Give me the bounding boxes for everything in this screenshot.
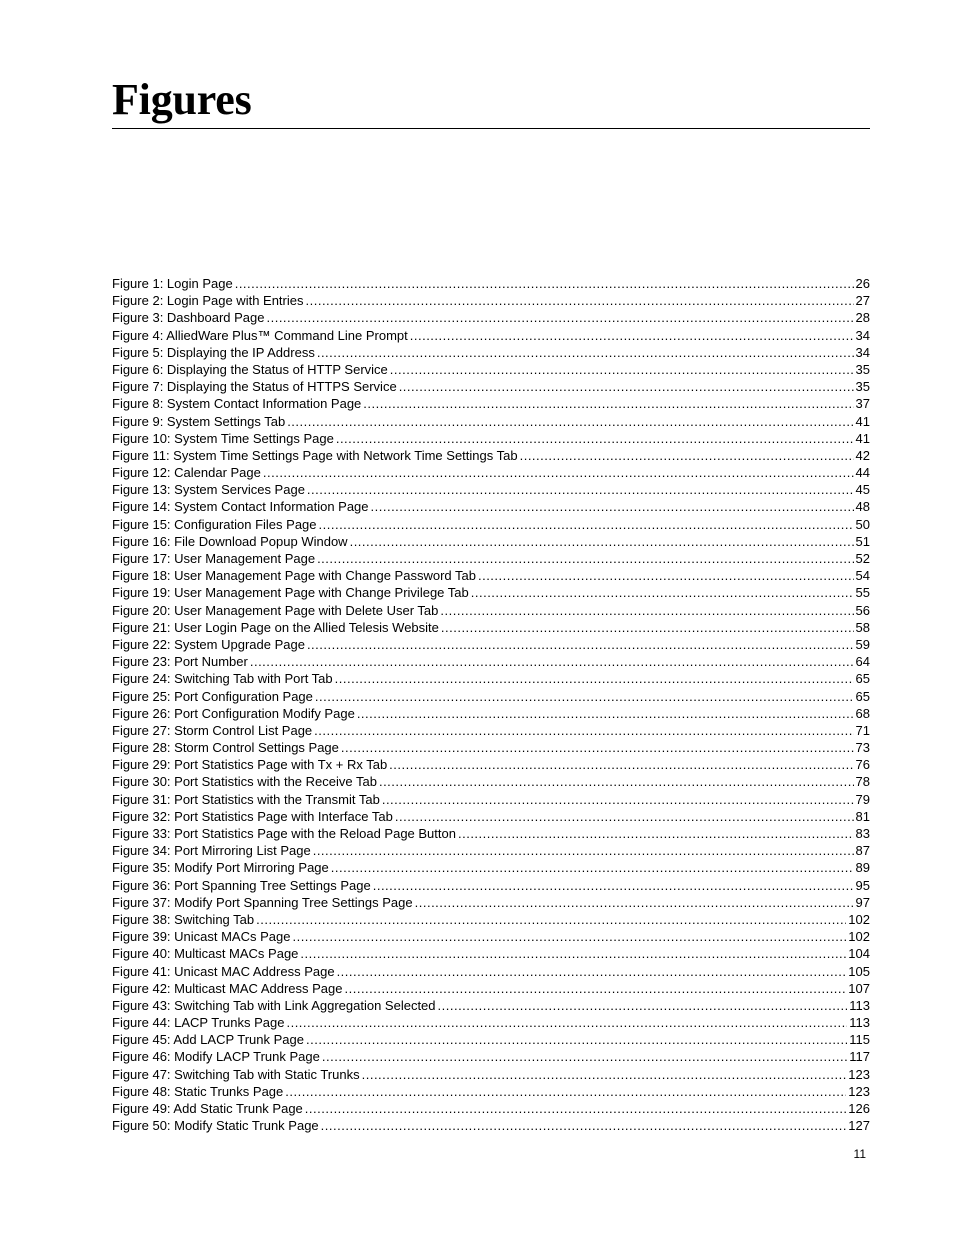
toc-entry[interactable] [112,636,870,653]
dot-leader [322,1048,847,1065]
dot-leader [382,791,854,808]
toc-entry-title[interactable]: Figure 48: Static Trunks Page [112,1083,284,1099]
dot-leader [335,670,854,687]
dot-leader [458,825,854,842]
toc-entry-page-number[interactable]: 50 [855,516,870,532]
toc-entry-page-number[interactable]: 59 [855,636,870,652]
dot-leader [286,1014,847,1031]
toc-entry-page-number[interactable]: 42 [855,447,870,463]
dot-leader [235,275,854,292]
toc-entry-title[interactable]: Figure 22: System Upgrade Page [112,636,305,652]
toc-entry-title[interactable]: Figure 38: Switching Tab [112,911,255,927]
toc-entry-page-number[interactable]: 107 [848,980,870,996]
toc-entry-title[interactable]: Figure 4: AlliedWare Plus™ Command Line Prompt [112,327,408,343]
toc-entry-title[interactable]: Figure 26: Port Configuration Modify Page [112,705,355,721]
title-rule [112,128,870,129]
toc-entry[interactable] [112,791,870,808]
toc-entry[interactable] [112,877,870,894]
dot-leader [373,877,854,894]
dot-leader [292,928,846,945]
toc-entry[interactable] [112,1031,870,1048]
toc-entry-page-number[interactable]: 95 [855,877,870,893]
toc-entry[interactable] [112,378,870,395]
toc-entry-page-number[interactable]: 117 [849,1049,870,1065]
toc-entry-page-number[interactable]: 123 [848,1066,870,1082]
toc-entry[interactable] [112,361,870,378]
toc-entry-title[interactable]: Figure 18: User Management Page with Change Password Tab [112,568,476,584]
dot-leader [440,602,853,619]
toc-entry[interactable] [112,773,870,790]
toc-entry-page-number[interactable]: 87 [855,843,870,859]
toc-entry-page-number[interactable]: 34 [855,327,870,343]
toc-entry-page-number[interactable]: 68 [855,705,870,721]
toc-entry-page-number[interactable]: 126 [848,1101,870,1116]
toc-entry[interactable] [112,516,870,533]
toc-entry-title[interactable]: Figure 24: Switching Tab with Port Tab [112,671,333,687]
dot-leader [362,1066,847,1083]
toc-entry-page-number[interactable]: 97 [855,894,870,910]
dot-leader [305,1100,847,1117]
toc-entry-title[interactable]: Figure 36: Port Spanning Tree Settings Page [112,877,371,893]
dot-leader [331,859,854,876]
toc-entry[interactable] [112,688,870,705]
toc-entry[interactable] [112,327,870,344]
dot-leader [399,378,854,395]
dot-leader [306,1031,847,1048]
toc-entry-title[interactable]: Figure 12: Calendar Page [112,465,261,481]
toc-entry[interactable] [112,430,870,447]
toc-entry-title[interactable]: Figure 7: Displaying the Status of HTTPS Service [112,379,397,395]
toc-entry-page-number[interactable]: 64 [855,654,870,670]
toc-entry[interactable] [112,928,870,945]
toc-entry-title[interactable]: Figure 43: Switching Tab with Link Aggregation Selected [112,997,436,1013]
toc-entry-title[interactable]: Figure 41: Unicast MAC Address Page [112,963,335,979]
dot-leader [478,567,854,584]
toc-entry-title[interactable]: Figure 28: Storm Control Settings Page [112,740,339,756]
toc-entry-title[interactable]: Figure 17: User Management Page [112,551,316,566]
toc-entry-title[interactable]: Figure 37: Modify Port Spanning Tree Settings Page [112,894,413,910]
toc-entry-title[interactable]: Figure 2: Login Page with Entries [112,293,304,309]
dot-leader [321,1117,847,1134]
toc-entry-title[interactable]: Figure 5: Displaying the IP Address [112,344,315,360]
dot-leader [313,842,854,859]
dot-leader [263,464,854,481]
toc-entry[interactable] [112,464,870,481]
toc-entry-page-number[interactable]: 104 [848,946,870,962]
toc-entry-title[interactable]: Figure 31: Port Statistics with the Transmit Tab [112,791,380,807]
dot-leader [256,911,846,928]
toc-entry[interactable] [112,653,870,670]
dot-leader [371,498,854,515]
toc-entry[interactable] [112,670,870,687]
toc-entry[interactable] [112,756,870,773]
dot-leader [379,773,854,790]
dot-leader [520,447,854,464]
toc-entry-title[interactable]: Figure 10: System Time Settings Page [112,430,334,446]
toc-entry-page-number[interactable]: 41 [855,430,870,446]
toc-entry-page-number[interactable]: 65 [855,671,870,687]
toc-entry-title[interactable]: Figure 16: File Download Popup Window [112,533,348,549]
toc-entry-page-number[interactable]: 34 [855,344,870,360]
toc-entry[interactable] [112,567,870,584]
dot-leader [315,688,854,705]
toc-entry-title[interactable]: Figure 49: Add Static Trunk Page [112,1101,303,1116]
toc-entry-page-number[interactable]: 56 [855,602,870,618]
toc-entry[interactable] [112,963,870,980]
toc-entry-page-number[interactable]: 44 [855,465,870,481]
toc-entry-page-number[interactable]: 79 [855,791,870,807]
toc-entry-title[interactable]: Figure 6: Displaying the Status of HTTP Service [112,361,388,377]
toc-entry-page-number[interactable]: 113 [849,1015,870,1031]
dot-leader [336,430,854,447]
toc-entry-page-number[interactable]: 127 [848,1118,870,1134]
dot-leader [390,361,854,378]
toc-entry-title[interactable]: Figure 34: Port Mirroring List Page [112,843,311,859]
dot-leader [357,705,854,722]
toc-entry-title[interactable]: Figure 8: System Contact Information Page [112,396,362,412]
toc-entry[interactable] [112,292,870,309]
toc-entry-page-number[interactable]: 26 [855,276,870,291]
dot-leader [341,739,854,756]
toc-entry[interactable] [112,1066,870,1083]
toc-entry-page-number[interactable]: 81 [855,808,870,824]
toc-entry-page-number[interactable]: 123 [848,1083,870,1099]
toc-entry-title[interactable]: Figure 30: Port Statistics with the Receive Tab [112,774,377,790]
toc-entry-title[interactable]: Figure 29: Port Statistics Page with Tx + Rx Tab [112,757,388,773]
page-number: 11 [853,1147,866,1161]
toc-entry[interactable] [112,980,870,997]
dot-leader [250,653,854,670]
toc-entry[interactable] [112,1048,870,1065]
dot-leader [319,516,854,533]
dot-leader [285,1083,846,1100]
toc-entry-page-number[interactable]: 71 [855,722,870,738]
toc-entry-page-number[interactable]: 54 [855,568,870,584]
toc-entry-title[interactable]: Figure 14: System Contact Information Page [112,499,369,515]
toc-entry[interactable] [112,739,870,756]
toc-entry-title[interactable]: Figure 21: User Login Page on the Allied Telesis Website [112,619,439,635]
toc-entry[interactable] [112,275,870,292]
toc-entry-page-number[interactable]: 41 [855,413,870,429]
toc-entry-page-number[interactable]: 83 [855,826,870,841]
dot-leader [345,980,847,997]
toc-entry-page-number[interactable]: 35 [855,361,870,377]
toc-entry-page-number[interactable]: 102 [848,911,870,927]
toc-entry-page-number[interactable]: 105 [848,963,870,979]
dot-leader [314,722,853,739]
toc-entry-title[interactable]: Figure 13: System Services Page [112,482,305,498]
toc-entry-title[interactable]: Figure 11: System Time Settings Page with Network Time Settings Tab [112,447,518,463]
toc-entry-title[interactable]: Figure 3: Dashboard Page [112,310,265,326]
toc-entry[interactable] [112,481,870,498]
dot-leader [307,481,854,498]
dot-leader [307,636,854,653]
toc-entry-page-number[interactable]: 35 [855,379,870,395]
toc-entry[interactable] [112,309,870,326]
toc-entry[interactable] [112,344,870,361]
toc-entry-page-number[interactable]: 55 [855,585,870,601]
toc-entry[interactable] [112,619,870,636]
toc-entry-page-number[interactable]: 89 [855,860,870,876]
toc-entry[interactable] [112,911,870,928]
toc-entry-page-number[interactable]: 45 [855,482,870,498]
toc-entry[interactable] [112,1083,870,1100]
toc-entry-title[interactable]: Figure 32: Port Statistics Page with Interface Tab [112,808,393,824]
toc-entry-title[interactable]: Figure 23: Port Number [112,654,248,670]
toc-entry-title[interactable]: Figure 39: Unicast MACs Page [112,929,291,945]
toc-entry[interactable] [112,1117,870,1134]
toc-entry[interactable] [112,395,870,412]
toc-entry[interactable] [112,842,870,859]
toc-entry[interactable] [112,945,870,962]
toc-entry-title[interactable]: Figure 15: Configuration Files Page [112,516,317,532]
dot-leader [389,756,853,773]
toc-entry-page-number[interactable]: 48 [855,499,870,515]
toc-entry-title[interactable]: Figure 44: LACP Trunks Page [112,1015,285,1031]
toc-entry[interactable] [112,447,870,464]
dot-leader [415,894,854,911]
dot-leader [317,344,854,361]
toc-entry-page-number[interactable]: 37 [855,396,870,412]
toc-entry-page-number[interactable]: 73 [855,740,870,756]
toc-entry-title[interactable]: Figure 50: Modify Static Trunk Page [112,1118,319,1134]
page-title: Figures [112,75,252,124]
toc-entry-title[interactable]: Figure 20: User Management Page with Delete User Tab [112,602,439,618]
toc-entry-title[interactable]: Figure 35: Modify Port Mirroring Page [112,860,329,876]
toc-entry-page-number[interactable]: 102 [848,929,870,945]
toc-entry-page-number[interactable]: 51 [855,533,870,549]
dot-leader [287,413,853,430]
toc-entry-title[interactable]: Figure 19: User Management Page with Change Privilege Tab [112,585,469,601]
toc-entry-title[interactable]: Figure 42: Multicast MAC Address Page [112,980,343,996]
toc-entry[interactable] [112,498,870,515]
toc-entry[interactable] [112,1100,870,1117]
toc-entry-title[interactable]: Figure 47: Switching Tab with Static Trunks [112,1066,360,1082]
dot-leader [350,533,854,550]
toc-entry-page-number[interactable]: 58 [855,619,870,635]
toc-entry[interactable] [112,1014,870,1031]
toc-entry-title[interactable]: Figure 1: Login Page [112,276,233,291]
toc-entry-title[interactable]: Figure 25: Port Configuration Page [112,688,313,704]
toc-entry[interactable] [112,894,870,911]
toc-entry-title[interactable]: Figure 9: System Settings Tab [112,413,286,429]
dot-leader [410,327,854,344]
toc-entry[interactable] [112,550,870,567]
dot-leader [306,292,854,309]
toc-entry-page-number[interactable]: 65 [855,688,870,704]
dot-leader [438,997,848,1014]
dot-leader [300,945,846,962]
dot-leader [363,395,853,412]
toc-entry-title[interactable]: Figure 27: Storm Control List Page [112,722,313,738]
toc-entry-page-number[interactable]: 113 [849,997,870,1013]
toc-entry-title[interactable]: Figure 33: Port Statistics Page with the Reload Page Button [112,826,456,841]
toc-entry[interactable] [112,602,870,619]
toc-entry[interactable] [112,722,870,739]
dot-leader [471,584,854,601]
dot-leader [266,309,853,326]
dot-leader [395,808,854,825]
toc-entry[interactable] [112,705,870,722]
dot-leader [441,619,854,636]
toc-entry[interactable] [112,584,870,601]
toc-entry-title[interactable]: Figure 46: Modify LACP Trunk Page [112,1049,320,1065]
toc-entry[interactable] [112,997,870,1014]
toc-entry[interactable] [112,825,870,842]
toc-entry-page-number[interactable]: 52 [855,551,870,566]
toc-entry-page-number[interactable]: 115 [849,1032,870,1048]
list-of-figures [112,275,870,1134]
dot-leader [337,963,847,980]
toc-entry-page-number[interactable]: 76 [855,757,870,773]
toc-entry[interactable] [112,533,870,550]
toc-entry[interactable] [112,808,870,825]
toc-entry[interactable] [112,413,870,430]
toc-entry-title[interactable]: Figure 40: Multicast MACs Page [112,946,299,962]
toc-entry-page-number[interactable]: 28 [855,310,870,326]
dot-leader [317,550,853,567]
toc-entry-title[interactable]: Figure 45: Add LACP Trunk Page [112,1032,304,1048]
toc-entry-page-number[interactable]: 78 [855,774,870,790]
toc-entry[interactable] [112,859,870,876]
toc-entry-page-number[interactable]: 27 [855,293,870,309]
